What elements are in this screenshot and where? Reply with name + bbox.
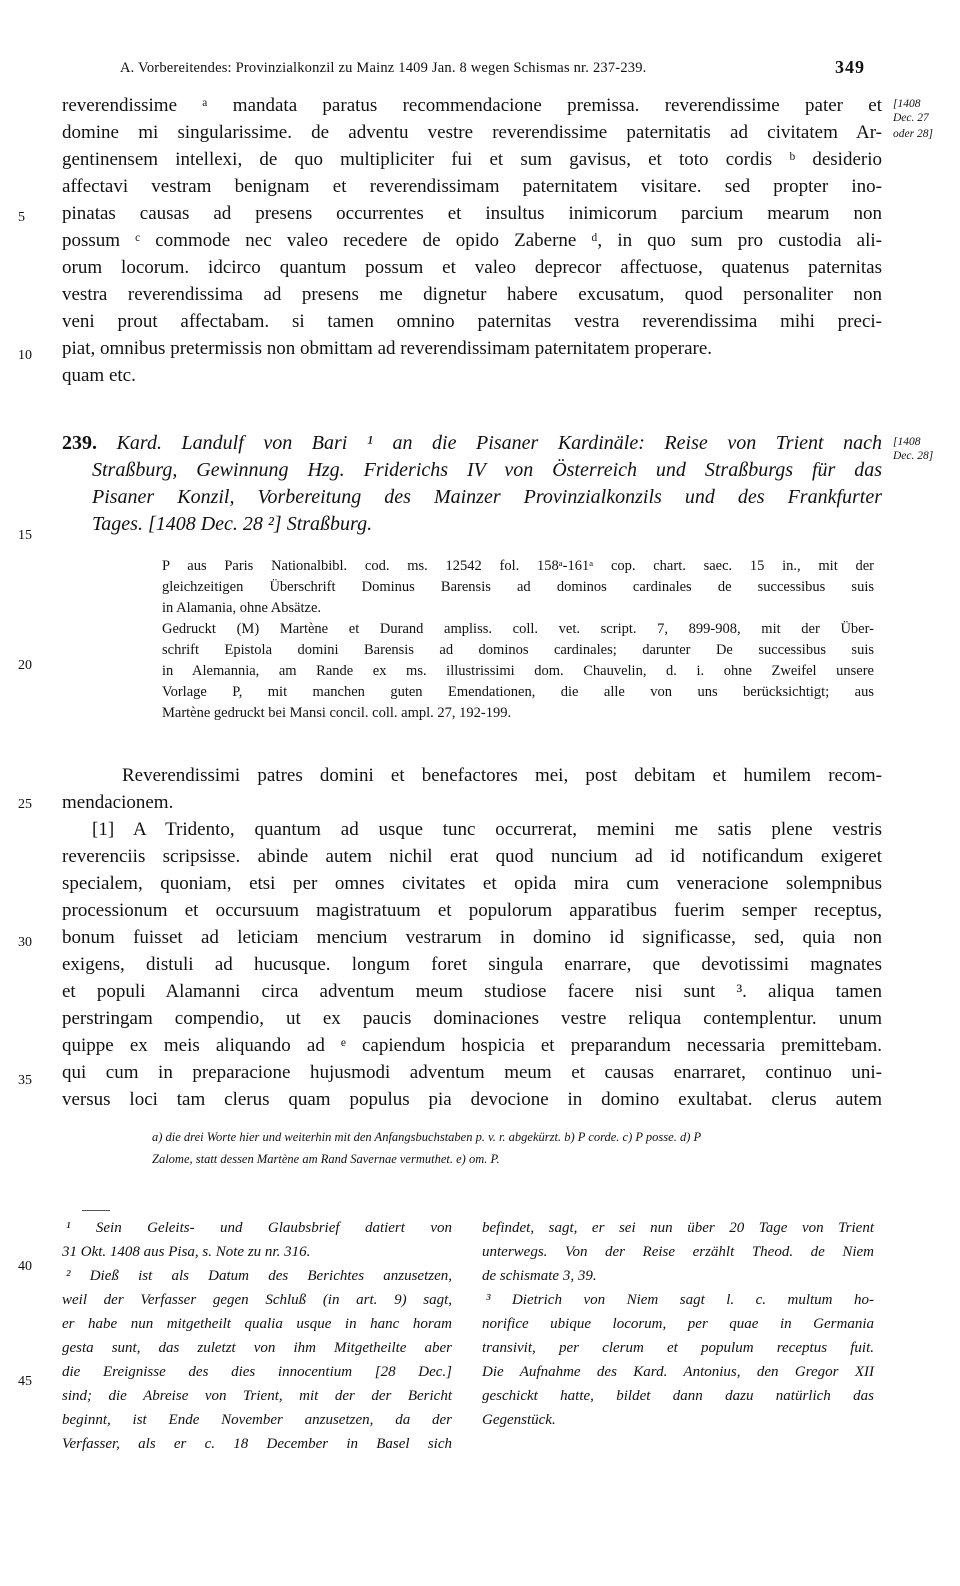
- apparatus-line: Zalome, statt dessen Martène am Rand Savernae vermuthet. e) om. P.: [152, 1152, 500, 1166]
- text-line: affectavi vestram benignam et reverendissimam paternitatem visitare. sed propter ino-: [62, 176, 882, 197]
- source-line: in Alamania, ohne Absätze.: [162, 600, 322, 616]
- text-line: domine mi singularissime. de adventu vestre reverendissime paternitatis ad civitatem Ar-: [62, 122, 882, 143]
- source-line: Martène gedruckt bei Mansi concil. coll. ampl. 27, 192-199.: [162, 705, 512, 721]
- heading-line: Pisaner Konzil, Vorbereitung des Mainzer Provinzialkonzils und des Frankfurter: [92, 486, 882, 508]
- text-line: Reverendissimi patres domini et benefactores mei, post debitam et humilem recom-: [122, 765, 882, 786]
- margin-note-date: Dec. 27: [893, 112, 929, 124]
- source-line: gleichzeitigen Überschrift Dominus Barensis ad dominos cardinales de successibus suis: [162, 579, 874, 595]
- footnote-line: er habe nun mitgetheilt qualia usque in hanc horam: [62, 1316, 452, 1332]
- text-line: exigens, distuli ad hucusque. longum foret singula enarrare, que devotissimi magnates: [62, 954, 882, 975]
- footnote-line: 31 Okt. 1408 aus Pisa, s. Note zu nr. 316.: [62, 1244, 311, 1260]
- letter-238-text: [62, 92, 882, 389]
- document-number: 239.: [62, 432, 97, 454]
- source-line: P aus Paris Nationalbibl. cod. ms. 12542 fol. 158ᵃ-161ᵃ cop. chart. saec. 15 in., mit der: [162, 558, 874, 574]
- text-line: qui cum in preparacione hujusmodi adventum meum et causas enarraret, continuo uni-: [62, 1062, 882, 1083]
- line-number: 30: [18, 935, 32, 950]
- footnote-line: Gegenstück.: [482, 1412, 556, 1428]
- text-line: reverendissime ᵃ mandata paratus recommendacione premissa. reverendissime pater et: [62, 95, 882, 116]
- footnote-line: de schismate 3, 39.: [482, 1268, 597, 1284]
- text-line: mendacionem.: [62, 792, 174, 813]
- text-line: processionum et occursuum magistratuum et populorum apparatibus fuerim semper receptus,: [62, 900, 882, 921]
- source-line: in Alemannia, am Rande ex ms. illustrissimi dom. Chauvelin, d. i. ohne Zweifel unsere: [162, 663, 874, 679]
- line-number: 25: [18, 797, 32, 812]
- text-line: quam etc.: [62, 365, 136, 386]
- margin-note-date: [1408: [893, 436, 921, 448]
- apparatus-line: a) die drei Worte hier und weiterhin mit den Anfangsbuchstaben p. v. r. abgekürzt. b) P corde. c) P posse. d) P: [152, 1130, 702, 1144]
- source-notes: [162, 556, 874, 724]
- text-line: perstringam compendio, ut ex paucis dominaciones vestre reliqua contemplentur. unum: [62, 1008, 882, 1029]
- line-number: 20: [18, 658, 32, 673]
- footnotes-right-column: [482, 1216, 874, 1432]
- text-line: quippe ex meis aliquando ad ᵉ capiendum hospicia et preparandum necessaria premittebam.: [62, 1035, 882, 1056]
- line-number: 15: [18, 528, 32, 543]
- text-line: piat, omnibus pretermissis non obmittam ad reverendissimam paternitatem properare.: [62, 338, 713, 359]
- footnote-line: ¹ Sein Geleits- und Glaubsbrief datiert von: [66, 1220, 452, 1236]
- text-line: gentinensem intellexi, de quo multipliciter fui et sum gavisus, et toto cordis ᵇ desiderio: [62, 149, 882, 170]
- footnote-line: die Ereignisse des dies innocentium [28 Dec.]: [62, 1364, 452, 1380]
- footnote-line: weil der Verfasser gegen Schluß (in art. 9) sagt,: [62, 1292, 452, 1308]
- text-line: vestra reverendissima ad presens me dignetur habere excusatum, quod personaliter non: [62, 284, 882, 305]
- footnote-line: sind; die Abreise von Trient, mit der der Bericht: [62, 1388, 452, 1404]
- line-number: 5: [18, 210, 25, 225]
- page-number: 349: [835, 57, 865, 77]
- footnote-line: unterwegs. Von der Reise erzählt Theod. de Niem: [482, 1244, 874, 1260]
- footnote-line: gesta sunt, das zuletzt von ihm Mitgetheilte aber: [62, 1340, 452, 1356]
- text-line: pinatas causas ad presens occurrentes et insultus inimicorum parcium mearum non: [62, 203, 882, 224]
- footnote-line: ³ Dietrich von Niem sagt l. c. multum ho-: [486, 1292, 874, 1308]
- footnote-line: ² Dieß ist als Datum des Berichtes anzusetzen,: [66, 1268, 452, 1284]
- text-line: specialem, quoniam, etsi per omnes civitates et opida mira cum veneracione solempnibus: [62, 873, 882, 894]
- footnote-line: Die Aufnahme des Kard. Antonius, den Gregor XII: [482, 1364, 874, 1380]
- text-line: orum locorum. idcirco quantum possum et valeo deprecor affectuose, quatenus paternitas: [62, 257, 882, 278]
- running-header: [120, 57, 865, 77]
- margin-note-date: Dec. 28]: [893, 450, 934, 462]
- source-line: Vorlage P, mit manchen guten Emendationen, die alle von uns berücksichtigt; aus: [162, 684, 874, 700]
- heading-line: Tages. [1408 Dec. 28 ²] Straßburg.: [92, 513, 373, 535]
- running-title: A. Vorbereitendes: Provinzialkonzil zu Mainz 1409 Jan. 8 wegen Schismas nr. 237-239.: [120, 60, 647, 76]
- heading-line: Kard. Landulf von Bari ¹ an die Pisaner Kardinäle: Reise von Trient nach: [116, 432, 883, 454]
- source-line: Gedruckt (M) Martène et Durand ampliss. coll. vet. script. 7, 899-908, mit der Über-: [162, 621, 874, 637]
- footnote-line: geschickt hatte, bildet dann dazu natürlich das: [482, 1388, 874, 1404]
- source-line: schrift Epistola domini Barensis ad dominos cardinales; darunter De successibus suis: [162, 642, 874, 658]
- footnote-line: beginnt, ist Ende November anzusetzen, da der: [62, 1412, 452, 1428]
- text-line: versus loci tam clerus quam populus pia devocione in domino exultabat. clerus autem: [62, 1089, 882, 1110]
- footnotes-left-column: [62, 1216, 452, 1456]
- text-line: possum ᶜ commode nec valeo recedere de opido Zaberne ᵈ, in quo sum pro custodia ali-: [62, 230, 882, 251]
- text-line: [1] A Tridento, quantum ad usque tunc occurrerat, memini me satis plene vestris: [92, 819, 882, 840]
- footnote-line: Verfasser, als er c. 18 December in Basel sich: [62, 1436, 452, 1452]
- footnote-line: norifice ubique locorum, per quae in Germania: [482, 1316, 874, 1332]
- line-number: 10: [18, 348, 32, 363]
- critical-apparatus: [152, 1126, 874, 1170]
- text-line: veni prout affectabam. si tamen omnino paternitas vestra reverendissima mihi preci-: [62, 311, 882, 332]
- line-number: 35: [18, 1073, 32, 1088]
- letter-239-text: [62, 762, 882, 1113]
- line-number: 45: [18, 1374, 32, 1389]
- document-heading-239: [62, 430, 882, 538]
- margin-note-date: [1408: [893, 98, 921, 110]
- footnote-rule: [82, 1210, 110, 1211]
- text-line: et populi Alamanni circa adventum meum studiose facere nisi sunt ³. aliqua tamen: [62, 981, 882, 1002]
- line-number: 40: [18, 1259, 32, 1274]
- footnote-line: befindet, sagt, er sei nun über 20 Tage von Trient: [482, 1220, 874, 1236]
- footnote-line: transivit, per clerum et populum receptus fuit.: [482, 1340, 874, 1356]
- text-line: reverenciis scripsisse. abinde autem nichil erat quod nuncium ad id notificandum exigeret: [62, 846, 882, 867]
- heading-line: Straßburg, Gewinnung Hzg. Friderichs IV von Österreich und Straßburgs für das: [92, 459, 882, 481]
- margin-note-date: oder 28]: [893, 128, 933, 140]
- text-line: bonum fuisset ad leticiam mencium vestrarum in domino id significasse, sed, quia non: [62, 927, 882, 948]
